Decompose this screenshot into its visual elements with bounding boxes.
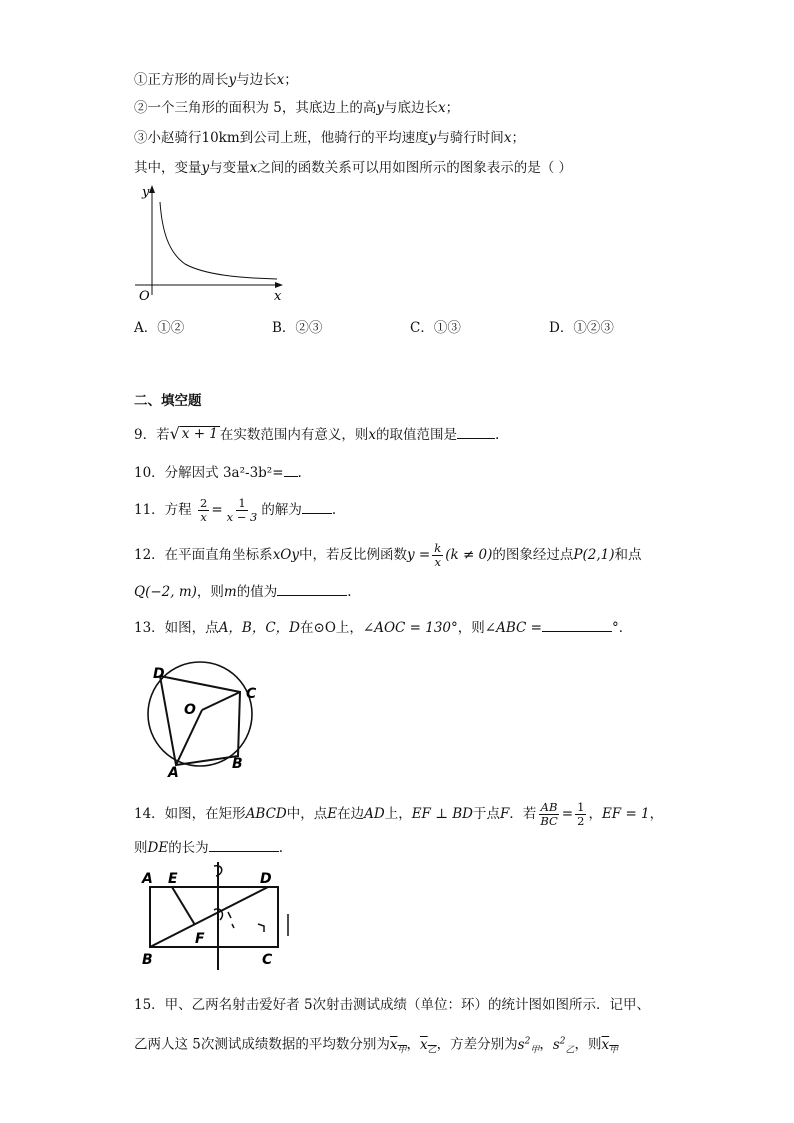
q11-end: .	[331, 502, 337, 518]
answer-blank[interactable]	[284, 462, 298, 477]
q14-text4: 上，	[384, 806, 412, 822]
q9-text2: 的取值范围是	[376, 427, 458, 443]
q8-stem-text: 其中，变量	[134, 160, 202, 176]
q8-stem-text2: 与变量	[209, 160, 250, 176]
fraction-ab-over-bc	[538, 801, 559, 828]
point-f: F	[499, 806, 510, 822]
var-m: m	[223, 584, 237, 600]
fraction-1-over-x-minus-3	[225, 497, 260, 524]
section-title: 二、填空题	[134, 393, 202, 409]
option-text: ①②	[157, 320, 185, 336]
option-text: ①③	[433, 320, 461, 336]
label-b: B	[232, 756, 243, 772]
var-y: y	[376, 100, 385, 116]
point-e: E	[327, 806, 338, 822]
q8-stem	[134, 158, 572, 178]
q12-text2: 中，若反比例函数	[299, 547, 407, 563]
frac-den: x	[200, 510, 207, 524]
q8-item2-text: ②一个三角形的面积为 5，其底边上的高	[134, 100, 377, 116]
q14-text6: ．若	[509, 806, 537, 822]
sub-jia: 甲	[397, 1045, 407, 1056]
q8-item3-end: ；	[511, 130, 525, 146]
xbar-symbol: x	[601, 1036, 610, 1053]
x-axis-label: x	[274, 289, 282, 304]
q8-stem-text3: 之间的函数关系可以用如图所示的图象表示的是（ ）	[257, 160, 573, 176]
equals-sign: =	[561, 806, 574, 822]
q14-rectangle-figure	[140, 862, 300, 970]
frac-den: x − 3	[226, 510, 258, 524]
y-axis-arrow	[149, 185, 155, 193]
frac-den: x	[434, 555, 441, 569]
q15-line1: 15．甲、乙两名射击爱好者 5次射击测试成绩（单位：环）的统计图如图所示．记甲、	[134, 997, 651, 1013]
q11-text: 的解为	[261, 502, 302, 518]
sub-jia: 甲	[530, 1045, 540, 1056]
var-y: y	[428, 130, 437, 146]
answer-blank[interactable]	[209, 837, 279, 852]
q13-text: 13．如图，点	[134, 620, 219, 636]
sub-yi: 乙	[565, 1045, 575, 1056]
q12-text3: 的图象经过点	[492, 547, 574, 563]
fraction-k-over-x	[432, 542, 443, 569]
xbar-symbol: x	[420, 1036, 428, 1053]
q14-text5: 于点	[472, 806, 500, 822]
xbar-yi	[420, 1036, 437, 1056]
equals-sign: =	[211, 502, 223, 518]
q15-text: 乙两人这 5次测试成绩数据的平均数分别为	[134, 1036, 390, 1053]
answer-blank[interactable]	[277, 581, 347, 596]
label-d: D	[260, 871, 272, 887]
q11	[134, 497, 336, 524]
segment-de: DE	[147, 840, 169, 856]
q13	[134, 617, 632, 638]
option-letter: D．	[549, 320, 574, 336]
q14-end: .	[278, 840, 283, 856]
var-x: x	[503, 130, 512, 146]
s-symbol: s	[552, 1036, 560, 1053]
q13-end: °．	[611, 620, 633, 636]
q8-item3-text3: 与骑行时间	[436, 130, 504, 146]
q12-text5: ，则	[196, 584, 224, 600]
sup-2: 2	[559, 1036, 566, 1046]
label-f: F	[195, 931, 205, 947]
ef-equals-1: EF = 1	[601, 806, 650, 822]
q15-text2: ，方差分别为	[436, 1036, 518, 1053]
angle-aoc: ∠AOC = 130°	[362, 620, 458, 636]
label-o: O	[184, 702, 196, 718]
rect-abcd: ABCD	[245, 806, 287, 822]
q13-text2: 在	[300, 620, 314, 636]
label-c: C	[246, 686, 257, 702]
ef-perp-bd: EF ⊥ BD	[411, 806, 473, 822]
var-y: y	[228, 72, 237, 88]
q13-circle-figure	[140, 660, 270, 778]
option-text: ①②③	[573, 320, 614, 336]
quadrilateral	[160, 676, 240, 765]
sub-yi: 乙	[427, 1045, 437, 1056]
q14-text8: 的长为	[168, 840, 209, 856]
q8-item-1	[134, 70, 298, 90]
func-lhs: y =	[407, 547, 431, 563]
x-axis-arrow	[275, 282, 283, 288]
sup-2: 2	[524, 1036, 531, 1046]
frac-den: 2	[577, 814, 585, 828]
q14-text2: 中，点	[286, 806, 328, 822]
label-a: A	[142, 871, 153, 887]
q9-text: 在实数范围内有意义，则	[219, 427, 369, 443]
q10-end: .	[297, 465, 302, 481]
q11-num: 11．方程	[134, 502, 192, 518]
scribble-mark	[214, 909, 288, 936]
q10-text: 10．分解因式 3a²-3b²=	[134, 465, 284, 481]
comma: ，	[406, 1036, 421, 1053]
q8-item1-text2: 与边长	[236, 72, 277, 88]
option-a[interactable]	[134, 316, 184, 336]
label-c: C	[262, 952, 273, 968]
point-p: P(2,1)	[573, 547, 615, 563]
frac-num: AB	[540, 800, 558, 814]
q8-item3-text2: 到公司上班，他骑行的平均速度	[239, 130, 429, 146]
hyperbola-curve	[160, 202, 277, 279]
frac-num: 1	[238, 496, 246, 510]
q14-line2	[134, 837, 283, 858]
q12-text: 12．在平面直角坐标系	[134, 547, 273, 563]
option-c[interactable]	[410, 316, 461, 336]
option-d[interactable]	[549, 316, 614, 336]
q12-line2	[134, 581, 352, 602]
circle-o: ⊙O	[313, 620, 336, 636]
q12-line1	[134, 542, 642, 569]
label-e: E	[168, 871, 178, 887]
q15-line2	[134, 1031, 618, 1060]
q8-item1-text: ①正方形的周长	[134, 72, 229, 88]
q8-item-2	[134, 98, 459, 118]
side-ad: AD	[364, 806, 385, 822]
xbar-jia	[389, 1036, 407, 1056]
s-symbol: s	[517, 1036, 525, 1053]
var-x: x	[249, 160, 258, 176]
option-letter: B．	[272, 320, 296, 336]
var-y: y	[201, 160, 210, 176]
frac-num: 2	[199, 496, 208, 510]
q8-item2-end: ；	[445, 100, 460, 116]
q14-text: 14．如图，在矩形	[134, 806, 246, 822]
option-text: ②③	[295, 320, 323, 336]
origin-label: O	[139, 289, 150, 304]
q14-text7: 则	[134, 840, 148, 856]
q14-comma: ，	[588, 806, 602, 822]
q14-text3: 在边	[337, 806, 365, 822]
xbar-symbol: x	[389, 1036, 398, 1053]
option-b[interactable]	[272, 316, 322, 336]
func-condition: (k ≠ 0)	[445, 547, 493, 563]
q8-item2-text2: 与底边长	[384, 100, 439, 116]
q8-item3-text: ③小赵骑行	[134, 130, 202, 146]
q8-item1-end: ；	[284, 72, 298, 88]
option-letter: C．	[410, 320, 434, 336]
q8-item-3	[134, 128, 525, 148]
frac-num: 1	[577, 800, 585, 814]
q14-comma2: ，	[649, 806, 664, 822]
var-x: x	[438, 100, 446, 116]
sub-jia: 甲	[609, 1045, 619, 1056]
comma: ，	[539, 1036, 553, 1053]
radicand: x + 1	[181, 426, 218, 442]
segment-oc	[202, 692, 240, 710]
answer-blank[interactable]	[457, 424, 495, 439]
y-axis-label: y	[142, 185, 150, 200]
q14-line1	[134, 801, 663, 828]
frac-num: k	[434, 541, 442, 555]
label-b: B	[142, 952, 153, 968]
q9-end: .	[495, 427, 500, 443]
option-letter: A．	[134, 320, 158, 336]
point-q: Q(−2, m)	[134, 584, 197, 600]
var-x: x	[276, 72, 285, 88]
fraction-one-half	[575, 801, 586, 828]
q13-text3: 上，	[335, 620, 363, 636]
label-a: A	[168, 765, 179, 778]
q10	[134, 462, 302, 483]
q13-points: A，B，C，D	[218, 620, 301, 636]
s-jia-squared	[517, 1036, 540, 1056]
diagonal-bd	[150, 887, 268, 947]
q8-function-graph	[130, 180, 290, 305]
frac-den: BC	[540, 814, 558, 828]
xoy: xOy	[272, 547, 299, 563]
q9	[134, 424, 499, 445]
var-x: x	[368, 427, 377, 443]
sqrt-expression: √ x + 1	[169, 424, 218, 443]
s-yi-squared	[552, 1036, 575, 1056]
q12-text4: 和点	[614, 547, 642, 563]
q9-num: 9．若	[134, 427, 170, 443]
angle-abc: ∠ABC =	[484, 620, 542, 636]
q15-text3: ，则	[574, 1036, 602, 1053]
q8-item3-distance: 10km	[201, 130, 240, 146]
segment-ef	[172, 887, 195, 925]
label-d: D	[153, 666, 165, 682]
q12-text6: 的值为	[236, 584, 278, 600]
xbar-jia-2	[601, 1036, 619, 1056]
q12-end: .	[347, 584, 352, 600]
q13-text4: ，则	[457, 620, 485, 636]
segment-oa	[176, 710, 202, 765]
answer-blank[interactable]	[542, 617, 612, 632]
answer-blank[interactable]	[302, 499, 332, 514]
fraction-2-over-x	[198, 497, 209, 524]
